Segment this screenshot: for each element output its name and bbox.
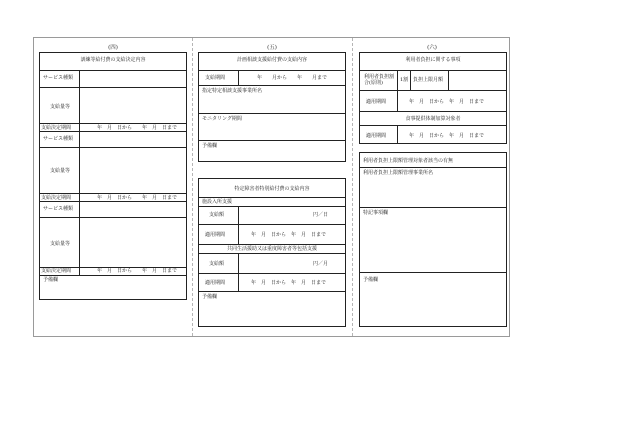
period-label-3: 支給決定期間 xyxy=(41,268,72,274)
service-type-label-3: サービス種類 xyxy=(43,206,74,212)
service-type-label-2: サービス種類 xyxy=(43,136,74,142)
special-notes-label: 予備欄 xyxy=(202,294,218,300)
special-benefit-title: 特定障害者特別給付費の支給内容 xyxy=(234,186,310,192)
column-number-six: (六) xyxy=(427,45,437,51)
burden-apply-value: 年 月 日から 年 月 日まで xyxy=(409,99,485,105)
facility-apply-value: 年 月 日から 年 月 日まで xyxy=(251,232,327,238)
group-amount-unit: 円／月 xyxy=(313,261,329,267)
service-type-label-1: サービス種類 xyxy=(43,75,74,81)
period-value-2: 年 月 日から 年 月 日まで xyxy=(97,195,178,201)
special-notes-label: 特記事項欄 xyxy=(363,210,389,216)
plan-period-value: 年 月から 年 月まで xyxy=(257,75,328,81)
column-number-five: (五) xyxy=(267,45,277,51)
period-value-3: 年 月 日から 年 月 日まで xyxy=(97,268,178,274)
facility-amount-label: 支給額 xyxy=(209,212,225,218)
cap-office-label: 利用者負担上限額管理事業所名 xyxy=(363,170,434,176)
special-benefit-table xyxy=(198,178,346,327)
group-amount-label: 支給額 xyxy=(209,261,225,267)
fold-line-right xyxy=(352,38,353,336)
burden-apply-label: 適用期間 xyxy=(366,99,387,105)
group-apply-label: 適用期間 xyxy=(205,280,226,286)
training-benefit-table xyxy=(39,52,187,300)
facility-apply-label: 適用期間 xyxy=(205,232,226,238)
meal-apply-value: 年 月 日から 年 月 日まで xyxy=(409,133,485,139)
period-label-1: 支給決定期間 xyxy=(41,125,72,131)
period-label-2: 支給決定期間 xyxy=(41,195,72,201)
monitoring-label: モニタリング期間 xyxy=(202,116,242,122)
burden-ratio-label: 利用者負担割合(原則) xyxy=(364,74,395,86)
plan-consultation-table xyxy=(198,52,346,162)
plan-consultation-title: 計画相談支援給付費の支給内容 xyxy=(236,57,307,63)
meal-provision-title: 食事提供体制加算対象者 xyxy=(405,116,461,122)
certificate-sheet xyxy=(33,37,510,337)
fold-line-left xyxy=(192,38,193,336)
facility-amount-unit: 円／日 xyxy=(313,212,329,218)
burden-title: 利用者負担に関する事項 xyxy=(405,57,461,63)
cap-management-label: 利用者負担上限額管理対象者該当の有無 xyxy=(363,158,454,164)
burden-table xyxy=(359,52,507,144)
provider-label: 指定特定相談支援事業所名 xyxy=(202,88,263,94)
col6-notes-box xyxy=(359,272,507,327)
notes-label: 予備欄 xyxy=(43,277,59,283)
quantity-label-3: 支給量等 xyxy=(50,241,71,247)
cap-management-table xyxy=(359,152,507,273)
facility-label: 施設入所支援 xyxy=(202,199,233,205)
training-benefit-title: 訓練等給付費の支給決定内容 xyxy=(80,57,146,63)
group-apply-value: 年 月 日から 年 月 日まで xyxy=(251,280,327,286)
group-living-title: 共同生活援助又は重度障害者等包括支援 xyxy=(226,246,317,252)
period-value-1: 年 月 日から 年 月 日まで xyxy=(97,125,178,131)
quantity-label-2: 支給量等 xyxy=(50,168,71,174)
quantity-label-1: 支給量等 xyxy=(50,104,71,110)
col6-notes-label: 予備欄 xyxy=(363,277,379,283)
meal-apply-label: 適用期間 xyxy=(366,133,387,139)
monthly-cap-label: 負担上限月額 xyxy=(413,77,444,83)
column-number-four: (四) xyxy=(108,45,118,51)
plan-period-label: 支給期間 xyxy=(205,75,226,81)
plan-notes-label: 予備欄 xyxy=(202,143,218,149)
burden-ratio-value: 1割 xyxy=(400,77,409,83)
